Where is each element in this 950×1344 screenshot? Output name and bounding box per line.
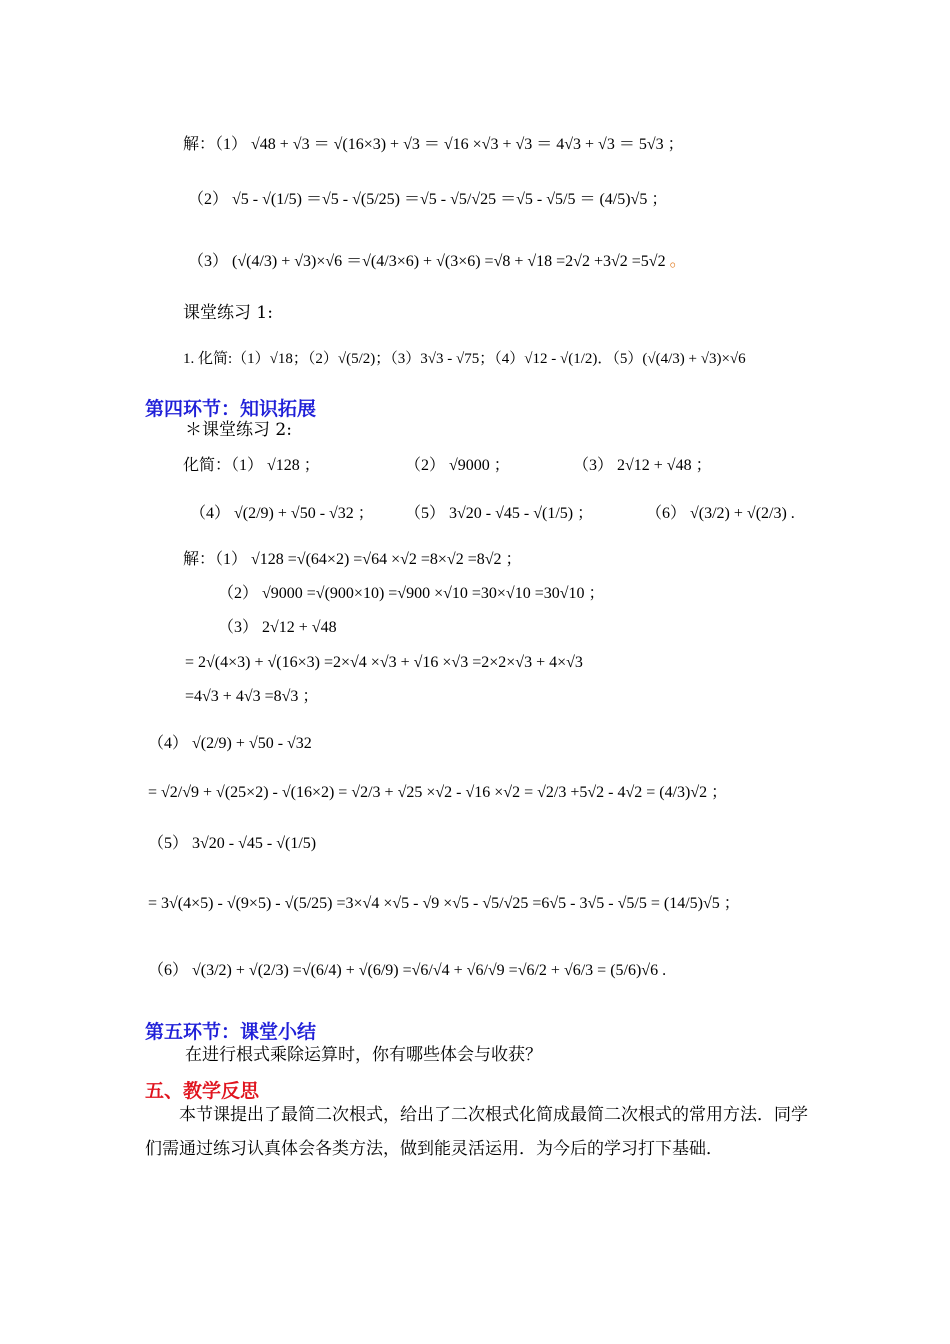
reflection-heading: 五、教学反思: [145, 1080, 260, 1102]
solution-2-3a: （3） 2√12 + √48: [218, 619, 337, 636]
section-5-text: 在进行根式乘除运算时，你有哪些体会与收获？: [185, 1045, 542, 1065]
practice-1-question: [183, 347, 746, 370]
solution-2-6: （6） √(3/2) + √(2/3) =√(6/4) + √(6/9) =√6/√4 + √6/√9 =√6/2 + √6/3 = (5/6)√6 .: [148, 962, 667, 979]
practice-2-q3: （3） 2√12 + √48 ；: [573, 457, 712, 474]
practice-2-q2: （2） √9000 ；: [405, 457, 510, 474]
practice-2-q4: （4） √(2/9) + √50 - √32 ；: [190, 505, 374, 522]
solution-line-3: [188, 250, 687, 273]
practice-2-q1: 化简：（1） √128 ；: [183, 457, 320, 474]
solution-2-2: （2） √9000 =√(900×10) =√900 ×√10 =30×√10 =30√10 ；: [218, 585, 605, 602]
practice-1-title: 课堂练习 1:: [183, 303, 273, 323]
solution-2-3b: = 2√(4×3) + √(16×3) =2×√4 ×√3 + √16 ×√3 =2×2×√3 + 4×√3: [185, 654, 583, 671]
solution-1-text: 解：（1） √48 + √3 ＝ √(16×3) + √3 ＝ √16 ×√3 + √3 ＝ 4√3 + √3 ＝ 5√3 ；: [183, 136, 684, 153]
solution-2-4a: （4） √(2/9) + √50 - √32: [148, 735, 312, 752]
solution-3-text: （3） (√(4/3) + √3)×√6 ＝√(4/3×6) + √(3×6) =√8 + √18 =2√2 +3√2 =5√2: [188, 253, 670, 270]
solution-2-4b: = √2/√9 + √(25×2) - √(16×2) = √2/3 + √25 ×√2 - √16 ×√2 = √2/3 +5√2 - 4√2 = (4/3)√2 ；: [148, 784, 728, 801]
solution-2-text: （2） √5 - √(1/5) ＝√5 - √(5/25) ＝√5 - √5/√25 ＝√5 - √5/5 ＝ (4/5)√5 ；: [188, 191, 668, 208]
practice-1-question-text: 1. 化简:（1）√18；（2）√(5/2)；（3）3√3 - √75；（4）√12 - √(1/2)．（5）(√(4/3) + √3)×√6: [183, 351, 746, 367]
solution-2-5b: = 3√(4×5) - √(9×5) - √(5/25) =3×√4 ×√5 - √9 ×√5 - √5/√25 =6√5 - 3√5 - √5/5 = (14/5)√5 ；: [148, 895, 740, 912]
practice-2-q6: （6） √(3/2) + √(2/3) .: [646, 505, 795, 522]
section-5-heading: 第五环节：课堂小结: [145, 1021, 317, 1043]
solution-2-3c: =4√3 + 4√3 =8√3 ；: [185, 688, 319, 705]
reflection-paragraph: 本节课提出了最简二次根式，给出了二次根式化简成最简二次根式的常用方法．同学们需通过练习认真体会各类方法，做到能灵活运用．为今后的学习打下基础．: [145, 1105, 808, 1159]
solution-3-end: 。: [669, 251, 687, 271]
solution-2-1: 解：（1） √128 =√(64×2) =√64 ×√2 =8×√2 =8√2 ；: [183, 551, 522, 568]
section-4-heading: 第四环节：知识拓展: [145, 398, 317, 420]
practice-2-q5: （5） 3√20 - √45 - √(1/5) ；: [405, 505, 594, 522]
practice-2-title: ＊课堂练习 2:: [185, 420, 292, 440]
solution-2-5a: （5） 3√20 - √45 - √(1/5): [148, 835, 317, 852]
solution-line-1: [183, 133, 684, 156]
solution-line-2: [188, 188, 667, 211]
